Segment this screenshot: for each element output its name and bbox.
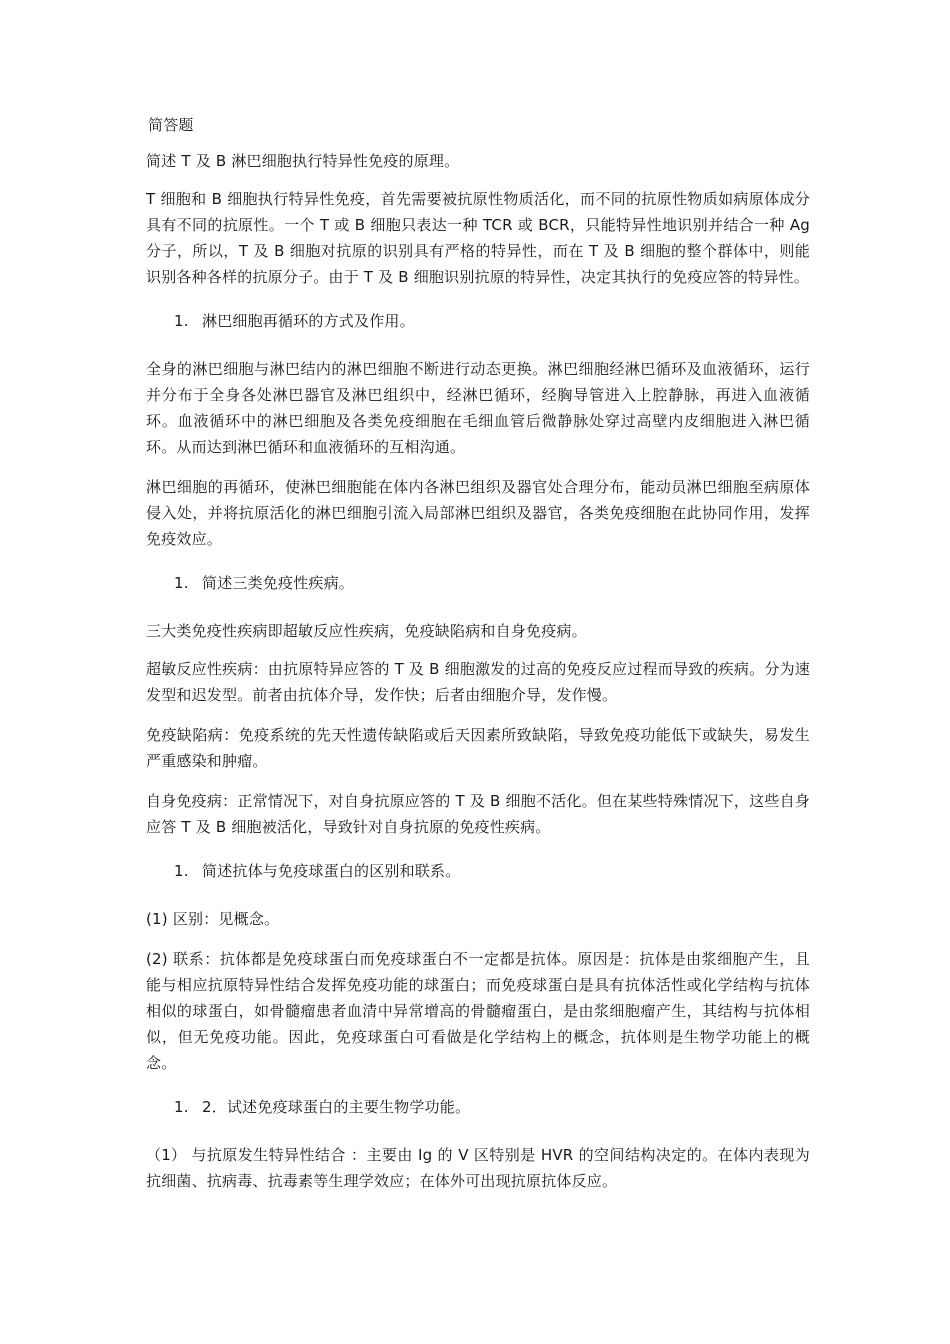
document-page [146, 112, 810, 1194]
answer-paragraph [146, 906, 810, 932]
list-number: 1. [174, 1098, 189, 1116]
answer-paragraph: 免疫缺陷病：免疫系统的先天性遗传缺陷或后天因素所致缺陷，导致免疫功能低下或缺失，易发生严重感染和肿瘤。 [146, 726, 810, 770]
item-text: 联系：抗体都是免疫球蛋白而免疫球蛋白不一定都是抗体。原因是：抗体是由浆细胞产生，且能与相应抗原特异性结合发挥免疫功能的球蛋白；而免疫球蛋白是具有抗体活性或化学结构与抗体相似的球蛋白，如骨髓瘤患者血清中异常增高的骨髓瘤蛋白，是由浆细胞瘤产生，其结构与抗体相似，但无免疫功能。因此，免疫球蛋白可看做是化学结构上的概念，抗体则是生物学功能上的概念。 [146, 950, 810, 1072]
list-number: 1. [174, 574, 189, 592]
list-number: 1. [174, 862, 189, 880]
numbered-question [146, 570, 810, 596]
section-heading: 简答题 [148, 116, 194, 134]
answer-paragraph: 自身免疫病：正常情况下，对自身抗原应答的 T 及 B 细胞不活化。但在某些特殊情况下，这些自身应答 T 及 B 细胞被活化，导致针对自身抗原的免疫性疾病。 [146, 792, 810, 836]
item-tag: （1） [146, 1146, 187, 1164]
item-tag: (1) [146, 910, 168, 928]
question-title: 2．试述免疫球蛋白的主要生物学功能。 [202, 1098, 471, 1116]
answer-paragraph [146, 1142, 810, 1194]
list-number: 1. [174, 312, 189, 330]
question-title: 简述 T 及 B 淋巴细胞执行特异性免疫的原理。 [146, 152, 460, 170]
answer-paragraph: 超敏反应性疾病：由抗原特异应答的 T 及 B 细胞激发的过高的免疫反应过程而导致的疾病。分为速发型和迟发型。前者由抗体介导，发作快；后者由细胞介导，发作慢。 [146, 660, 810, 704]
numbered-question [146, 1094, 810, 1120]
item-text: 区别：见概念。 [172, 910, 280, 928]
item-text: 与抗原发生特异性结合 ：主要由 Ig 的 V 区特别是 HVR 的空间结构决定的。在体内表现为抗细菌、抗病毒、抗毒素等生理学效应；在体外可出现抗原抗体反应。 [146, 1146, 811, 1190]
numbered-question [146, 858, 810, 884]
answer-paragraph: 三大类免疫性疾病即超敏反应性疾病，免疫缺陷病和自身免疫病。 [146, 622, 587, 640]
question-title: 简述抗体与免疫球蛋白的区别和联系。 [202, 862, 461, 880]
numbered-question [146, 308, 810, 334]
answer-paragraph: 淋巴细胞的再循环，使淋巴细胞能在体内各淋巴组织及器官处合理分布，能动员淋巴细胞至病原体侵入处，并将抗原活化的淋巴细胞引流入局部淋巴组织及器官，各类免疫细胞在此协同作用，发挥免疫效应。 [146, 478, 810, 548]
question-title: 简述三类免疫性疾病。 [202, 574, 355, 592]
answer-paragraph: T 细胞和 B 细胞执行特异性免疫，首先需要被抗原性物质活化，而不同的抗原性物质如病原体成分具有不同的抗原性。一个 T 或 B 细胞只表达一种 TCR 或 BCR，只能特异性地识别并结合一种 Ag 分子，所以，T 及 B 细胞对抗原的识别具有严格的特异性，而在 T 及 B 细胞的整个群体中，则能识别各种各样的抗原分子。由于 T 及 B 细胞识别抗原的特异性，决定其执行的免疫应答的特异性。 [146, 190, 810, 286]
item-tag: (2) [146, 950, 168, 968]
question-title: 淋巴细胞再循环的方式及作用。 [202, 312, 415, 330]
answer-paragraph: 全身的淋巴细胞与淋巴结内的淋巴细胞不断进行动态更换。淋巴细胞经淋巴循环及血液循环，运行并分布于全身各处淋巴器官及淋巴组织中，经淋巴循环，经胸导管进入上腔静脉，再进入血液循环。血液循环中的淋巴细胞及各类免疫细胞在毛细血管后微静脉处穿过高壁内皮细胞进入淋巴循环。从而达到淋巴循环和血液循环的互相沟通。 [146, 360, 810, 456]
answer-paragraph [146, 946, 810, 1076]
